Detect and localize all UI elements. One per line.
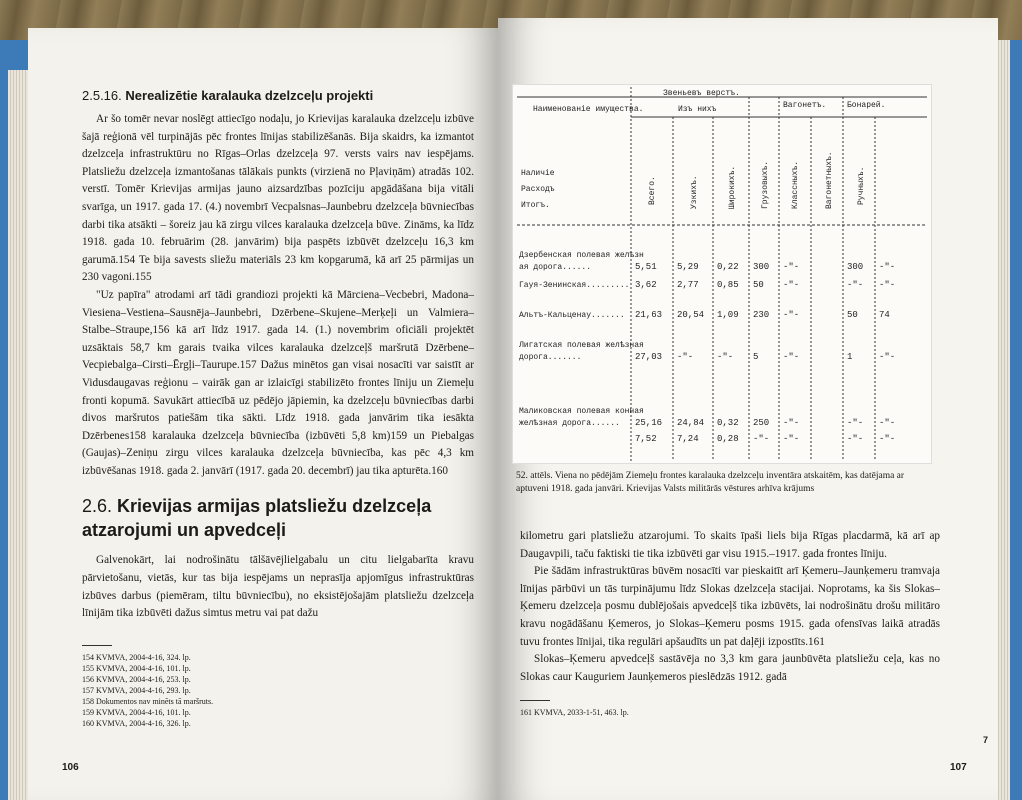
footnote-rule xyxy=(82,645,112,646)
cell-value: 300 xyxy=(753,262,770,272)
row-name-cont: ая дорога...... xyxy=(519,263,592,272)
row-name-cont: желѣзная дорога...... xyxy=(519,419,620,428)
row-name: Лигатская полевая желѣзная xyxy=(519,341,644,350)
cell-value: -"- xyxy=(783,280,800,290)
row-name: Альтъ-Кальценау....... xyxy=(519,311,625,320)
figure-caption: 52. attēls. Viena no pēdējām Ziemeļu frontes karalauka dzelzceļu inventāra atskaitēm, kas datējama ar aptuveni 1918. gada janvāri. Krievijas Valsts militārās vēstures arhīva krājums xyxy=(516,471,905,494)
footnote: 157 KVMVA, 2004-4-16, 293. lp. xyxy=(82,685,191,695)
cell-value: 74 xyxy=(879,310,890,320)
cell-value: -"- xyxy=(847,434,864,444)
cell-value: 27,03 xyxy=(635,352,663,362)
cell-value: 0,28 xyxy=(717,434,739,444)
footnote: 155 KVMVA, 2004-4-16, 101. lp. xyxy=(82,663,191,673)
row-label-itog: Итогъ. xyxy=(521,201,550,210)
table-rows xyxy=(518,251,895,444)
cell-value: -"- xyxy=(783,418,800,428)
edge-mark: 7 xyxy=(983,735,989,745)
cell-value: -"- xyxy=(677,352,694,362)
cell-value: -"- xyxy=(753,434,770,444)
footnote-rule xyxy=(520,700,550,701)
cell-value: -"- xyxy=(879,418,896,428)
cell-value: 21,63 xyxy=(635,310,663,320)
cell-value: 250 xyxy=(753,418,770,428)
cell-value: 3,62 xyxy=(635,280,657,290)
col-vsego: Всего. xyxy=(648,176,657,205)
paragraph: Ar šo tomēr nevar noslēgt attiecīgo nodaļu, jo Krievijas karalauka dzelzceļu izbūve šajā reģionā vēl turpinājās pēc frontes līnijas stabilizēšanās. Bija skaidrs, ka izmantot dzelzceļa infrastruktūru no Rīgas–Orlas dzelzceļa 97. versts vairs nav iespējams. Platsliežu dzelzceļa izmantošanas tālākais punkts (virzienā no Pļaviņām) atradās 102. verstī. Tomēr Krievijas armijas jauno aizsardzības pozīciju apgādāšana bija vitāli svarīga, un 1917. gada 17. (4.) novembrī Vecpalsnas–Jaunbebru dzelzceļa būvniecības darbi tika atsākti – šoreiz jau kā zirgu vilces karalauka dzelzceļa būve. Zināms, ka līdz 1918. gada 10. februārim (28. janvārim) bija paspēts izbūvēt dzelzceļu 16,3 km garumā.154 Te bija savests sliežu materiāls 23 km kopgarumā, kā arī 25 pārmijas un 230 vagoni.155 xyxy=(82,113,474,284)
cell-value: -"- xyxy=(879,434,896,444)
col-gruzovykh: Грузовыхъ. xyxy=(761,160,770,209)
cell-value: 1 xyxy=(847,352,853,362)
page-number-left: 106 xyxy=(62,762,79,773)
footnote: 159 KVMVA, 2004-4-16, 101. lp. xyxy=(82,707,191,717)
header-group2: Вагонетъ. xyxy=(783,101,827,110)
cell-value: 0,32 xyxy=(717,418,739,428)
cell-value: 20,54 xyxy=(677,310,705,320)
paragraph: Slokas–Ķemeru apvedceļš sastāvēja no 3,3 km gara jaunbūvēta platsliežu ceļa, kas no Slokas caur Kauguriem Jaunķemeros pieslēdzās 1912. gadā xyxy=(520,653,940,683)
cell-value: -"- xyxy=(783,310,800,320)
left-page-column xyxy=(82,88,474,729)
cell-value: 24,84 xyxy=(677,418,705,428)
cell-value: -"- xyxy=(879,262,896,272)
row-name-cont: дорога....... xyxy=(519,353,582,362)
cell-value: 1,09 xyxy=(717,310,739,320)
cell-value: 0,22 xyxy=(717,262,739,272)
paragraph: kilometru gari platsliežu atzarojumi. To skaits īpaši liels bija Rīgas placdarmā, kā arī ap Daugavpili, taču faktiski tie tika izbūvēti gar visu 1915.–1917. gada frontes līniju. xyxy=(520,530,940,560)
section-heading xyxy=(82,88,474,103)
footnote: 158 Dokumentos nav minēts tā maršruts. xyxy=(82,696,214,706)
cell-value: -"- xyxy=(717,352,734,362)
page-edges-left xyxy=(8,70,30,800)
row-label-nalichie: Наличіе xyxy=(521,169,555,178)
row-name: Дзербенская полевая желѣзн xyxy=(519,251,644,260)
cell-value: 25,16 xyxy=(635,418,663,428)
cell-value: 230 xyxy=(753,310,770,320)
col-ruchnykh: Ручныхъ. xyxy=(857,166,866,205)
cell-value: 300 xyxy=(847,262,864,272)
section-title: Nerealizētie karalauka dzelzceļu projekti xyxy=(125,88,374,103)
paragraph: Pie šādām infrastruktūras būvēm nosacīti var pieskaitīt arī Ķemeru–Jaunķemeru tramvaja līnijas pārbūvi un tās turpinājumu līdz Slokas dzelzceļa stacijai. Noprotams, ka šis Slokas–Ķemeru dzelzceļa posmu dublējošais apvedceļš tika izbūvēts, lai nodrošinātu drošu militāro kravu nogādāšanu Ķemeros, jo Slokas–Ķemeru posms 1915. gada ofensīvas laikā atradās tuvu frontes līnijai, tika regulāri apšaudīts un pat daļēji izpostīts.161 xyxy=(520,565,940,648)
cell-value: 50 xyxy=(753,280,764,290)
footnote: 161 KVMVA, 2033-1-51, 463. lp. xyxy=(520,708,629,718)
cell-value: 2,77 xyxy=(677,280,699,290)
section-number: 2.5.16. xyxy=(82,88,122,103)
cell-value: -"- xyxy=(783,352,800,362)
cell-value: -"- xyxy=(879,352,896,362)
cell-value: 5,51 xyxy=(635,262,657,272)
paragraph: Galvenokārt, lai nodrošinātu tālšāvējlielgabalu un citu lielgabarīta kravu pārvietošanu, vietās, kur tas bija iespējams un neprasīja apjomīgus infrastruktūras izbūves darbus (piemēram, tiltu būvniecību), no eksistējošajām platsliežu dzelzceļa līnijām tika izbūvēti dažus simtus metru vai pat dažu xyxy=(82,554,474,620)
footnote: 160 KVMVA, 2004-4-16, 326. lp. xyxy=(82,718,191,728)
inventory-table xyxy=(513,85,931,463)
cell-value: 7,24 xyxy=(677,434,699,444)
header-group3: Бонарей. xyxy=(847,101,886,110)
cell-value: -"- xyxy=(847,418,864,428)
col-klasnykh: Классныхъ. xyxy=(791,160,800,209)
header-sub1: Изъ нихъ xyxy=(678,105,717,114)
right-page-column xyxy=(520,528,940,718)
table-grid xyxy=(517,87,927,461)
page-number-right: 107 xyxy=(950,762,967,773)
cell-value: 0,85 xyxy=(717,280,739,290)
cell-value: 5 xyxy=(753,352,759,362)
header-group1: Звеньевъ верстъ. xyxy=(663,89,740,98)
cell-value: 5,29 xyxy=(677,262,699,272)
row-name: Маликовская полевая конная xyxy=(519,407,644,416)
paragraph: "Uz papīra" atrodami arī tādi grandiozi projekti kā Mārciena–Vecbebri, Madona–Viesiena–Vestiena–Sausnēja–Jaunbebri, Dzērbene–Skujene–Merķeļi un Valmiera–Stalbe–Straupe,156 kā arī līdz 1917. gada 14. (1.) novembrim oficiāli projektēt uzsāktais 58,7 km garais tvaika vilces karalauka dzelzceļš maršrutā Dzērbene–Vecpiebalga–Cirsti–Ērgļi–Taurupe.157 Dažus minētos gan visai nosacīti var saistīt ar Vidusdaugavas reģionu – vairāk gan ar izlaicīgi stabilizēto frontes līniju un Ziemeļu fronti kopumā. Savukārt attiecībā uz pēdējo jāpiemin, ka dzelzceļu būvniecības darbi divos maršrutos patiešām tika sākti. Līdz 1918. gada janvārim tika iesākta Dzērbenes158 karalauka dzelzceļa būvniecība (izbūvēti 5,8 km)159 un Piebalgas (Gaujas)–Zeniņu zirgu vilces karalauka dzelzceļa būvniecība, kas pēc 4,3 km izbūvēšanas 1918. gada 2. janvārī (1917. gada 20. decembrī) jau tika apturēta.160 xyxy=(82,288,474,477)
archival-table-figure xyxy=(512,84,932,464)
row-name: Гауя-Зенинская......... xyxy=(519,281,630,290)
cell-value: 7,52 xyxy=(635,434,657,444)
row-label-raskhod: Расходъ xyxy=(521,185,555,194)
cell-value: -"- xyxy=(783,434,800,444)
footnote: 154 KVMVA, 2004-4-16, 324. lp. xyxy=(82,652,191,662)
cell-value: -"- xyxy=(847,280,864,290)
cell-value: -"- xyxy=(879,280,896,290)
chapter-number: 2.6. xyxy=(82,496,113,517)
footnote: 156 KVMVA, 2004-4-16, 253. lp. xyxy=(82,674,191,684)
cell-value: 50 xyxy=(847,310,858,320)
col-vagonetnykh: Вагонетныхъ. xyxy=(825,151,834,209)
chapter-heading xyxy=(82,494,474,542)
header-col1: Наименованіе имущества. xyxy=(533,105,644,114)
page-edges-right xyxy=(996,40,1010,800)
cell-value: -"- xyxy=(783,262,800,272)
col-shirokikh: Широкихъ. xyxy=(728,165,737,209)
col-uzkikh: Узкихъ. xyxy=(690,175,699,209)
chapter-title: Krievijas armijas platsliežu dzelzceļa atzarojumi un apvedceļi xyxy=(82,496,432,541)
